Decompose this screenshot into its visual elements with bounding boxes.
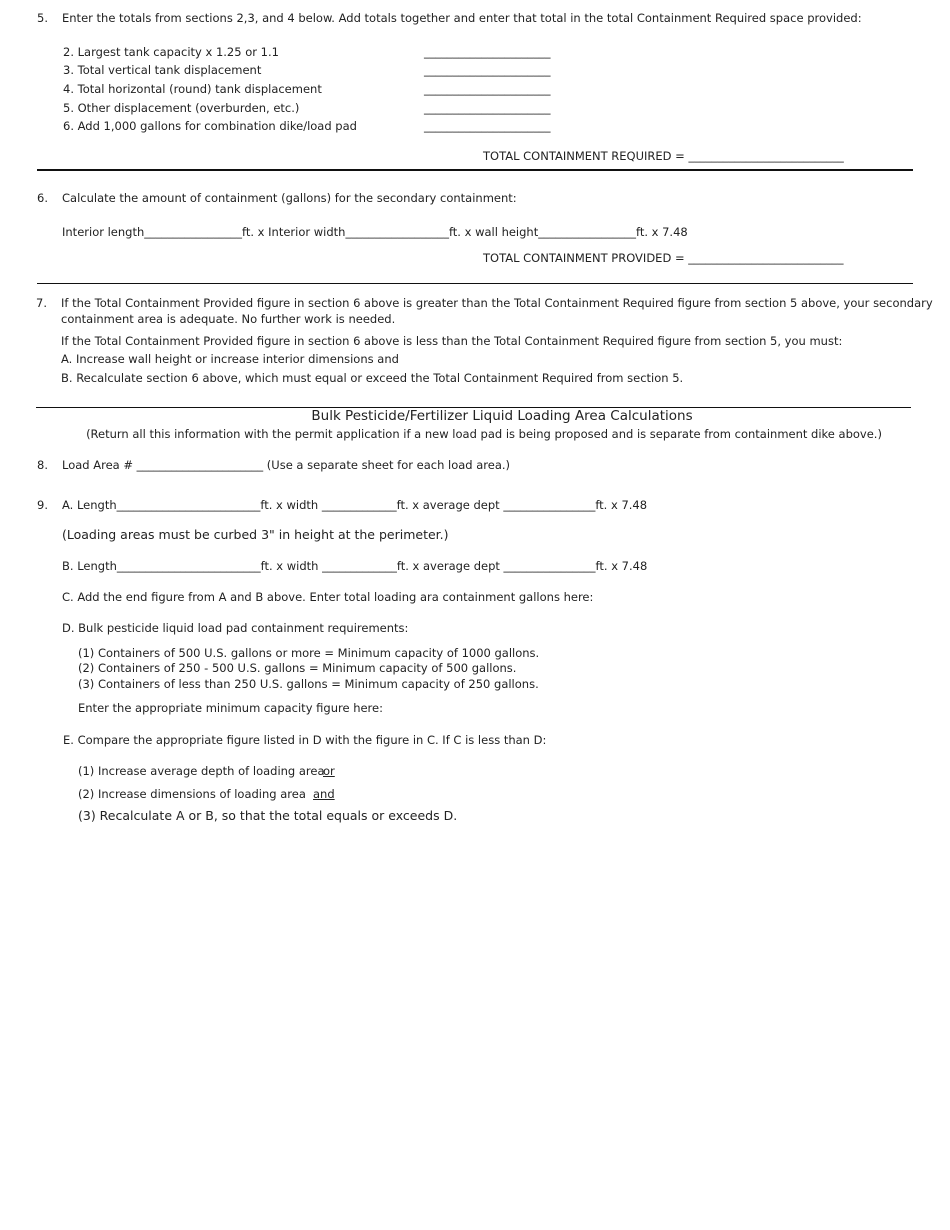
requirement-item: (1) Containers of 500 U.S. gallons or more = Minimum capacity of 1000 gallons. <box>78 646 540 660</box>
section-5-number: 5. <box>37 11 48 25</box>
s5-item-blank[interactable]: ______________________ <box>424 101 551 115</box>
loading-area-subtitle: (Return all this information with the permit application if a new load pad is being proposed and is separate from containment dike above.) <box>86 427 882 441</box>
section-6-intro: Calculate the amount of containment (gallons) for the secondary containment: <box>62 191 517 205</box>
section-6-number: 6. <box>37 191 48 205</box>
requirement-item: (2) Containers of 250 - 500 U.S. gallons = Minimum capacity of 500 gallons. <box>78 661 517 675</box>
section-7-text: If the Total Containment Provided figure in section 6 above is less than the Total Containment Required figure from section 5, you must: <box>61 334 843 348</box>
loading-item-c: C. Add the end figure from A and B above. Enter total loading ara containment gallons here: <box>62 590 594 604</box>
section-7-option-a: A. Increase wall height or increase interior dimensions and <box>61 352 399 366</box>
load-area-field[interactable]: Load Area # ______________________ (Use a separate sheet for each load area.) <box>62 458 511 472</box>
section-9-number: 9. <box>37 498 48 512</box>
curb-note: (Loading areas must be curbed 3" in height at the perimeter.) <box>62 527 449 542</box>
s5-item-blank[interactable]: ______________________ <box>424 63 551 77</box>
section-5-intro: Enter the totals from sections 2,3, and 4 below. Add totals together and enter that total in the total Containment Required space provided: <box>62 11 862 25</box>
loading-formula-b[interactable]: B. Length_________________________ft. x width _____________ft. x average dept ________________ft. x 7.48 <box>62 559 648 573</box>
s5-item-blank[interactable]: ______________________ <box>424 82 551 96</box>
s5-item-label: 2. Largest tank capacity x 1.25 or 1.1 <box>63 45 279 59</box>
section-7-option-b: B. Recalculate section 6 above, which must equal or exceed the Total Containment Required from section 5. <box>61 371 684 385</box>
s5-item-label: 5. Other displacement (overburden, etc.) <box>63 101 300 115</box>
s5-item-blank[interactable]: ______________________ <box>424 119 551 133</box>
conjunction-and: and <box>313 787 335 801</box>
total-containment-provided[interactable]: TOTAL CONTAINMENT PROVIDED = ___________________________ <box>483 251 844 265</box>
s5-item-label: 6. Add 1,000 gallons for combination dike/load pad <box>63 119 357 133</box>
requirement-item: (3) Containers of less than 250 U.S. gallons = Minimum capacity of 250 gallons. <box>78 677 539 691</box>
minimum-capacity-prompt: Enter the appropriate minimum capacity figure here: <box>78 701 383 715</box>
option-item: (2) Increase dimensions of loading area <box>78 787 306 801</box>
loading-item-e: E. Compare the appropriate figure listed in D with the figure in C. If C is less than D: <box>63 733 547 747</box>
section-7-number: 7. <box>36 296 47 310</box>
section-7-text: containment area is adequate. No further work is needed. <box>61 312 396 326</box>
s5-item-label: 3. Total vertical tank displacement <box>63 63 262 77</box>
section-8-number: 8. <box>37 458 48 472</box>
loading-area-title: Bulk Pesticide/Fertilizer Liquid Loading Area Calculations <box>311 408 693 424</box>
option-item: (1) Increase average depth of loading area <box>78 764 325 778</box>
section-7-text: If the Total Containment Provided figure in section 6 above is greater than the Total Containment Required figure from section 5 above, your secondary <box>61 296 933 310</box>
option-item: (3) Recalculate A or B, so that the total equals or exceeds D. <box>78 808 458 823</box>
section-divider <box>37 283 913 284</box>
containment-formula[interactable]: Interior length_________________ft. x Interior width__________________ft. x wall height_________________ft. x 7.48 <box>62 225 688 239</box>
loading-formula-a[interactable]: A. Length_________________________ft. x width _____________ft. x average dept ________________ft. x 7.48 <box>62 498 648 512</box>
s5-item-blank[interactable]: ______________________ <box>424 45 551 59</box>
s5-item-label: 4. Total horizontal (round) tank displacement <box>63 82 322 96</box>
conjunction-or: or <box>323 764 335 778</box>
total-containment-required[interactable]: TOTAL CONTAINMENT REQUIRED = ___________________________ <box>483 149 844 163</box>
loading-item-d: D. Bulk pesticide liquid load pad containment requirements: <box>62 621 409 635</box>
section-divider <box>37 169 913 171</box>
